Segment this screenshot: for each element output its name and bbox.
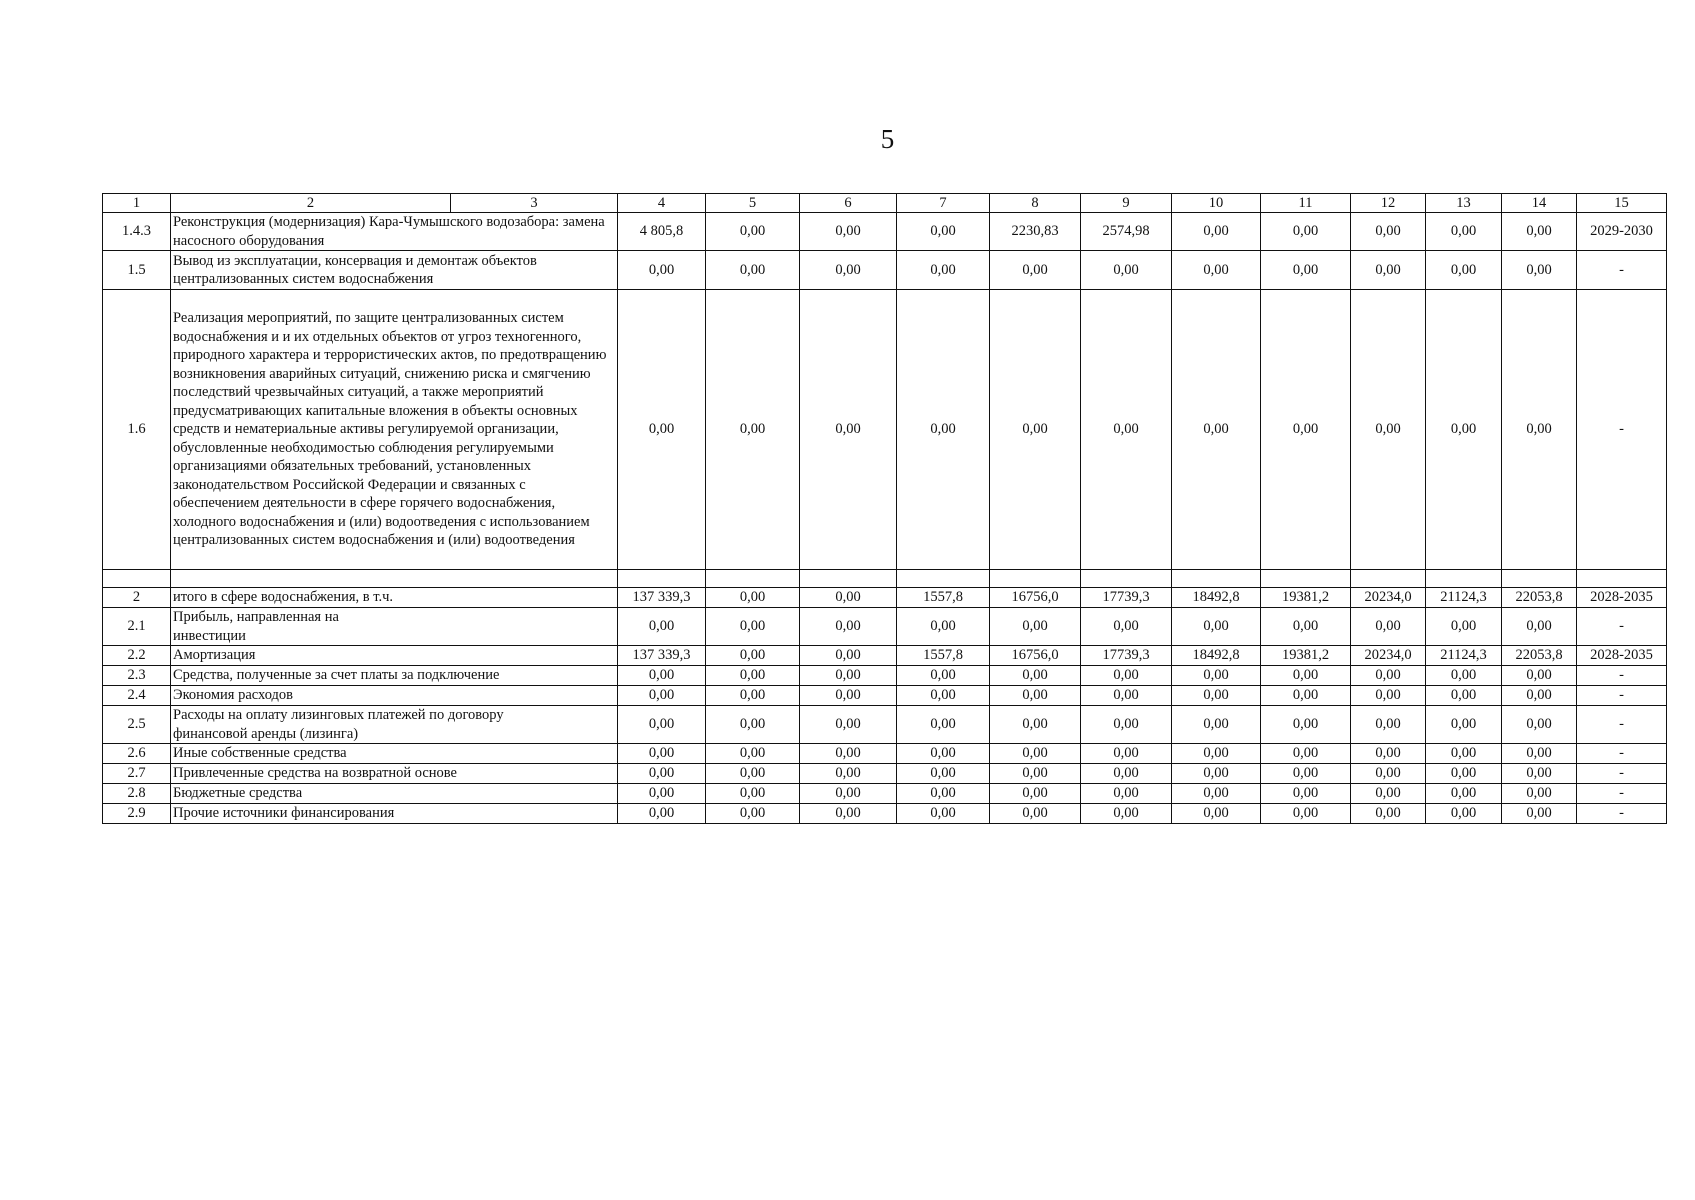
table-row (103, 646, 1667, 666)
value-cell: 0,00 (618, 804, 706, 824)
header-cell: 11 (1261, 194, 1351, 213)
value-cell: 0,00 (990, 686, 1081, 706)
value-cell: 0,00 (1261, 686, 1351, 706)
value-cell: 19381,2 (1261, 646, 1351, 666)
empty-cell (800, 570, 897, 588)
value-cell: 0,00 (1351, 764, 1426, 784)
value-cell: 0,00 (1426, 784, 1502, 804)
value-cell: 0,00 (1426, 764, 1502, 784)
value-cell: 0,00 (1351, 666, 1426, 686)
value-cell: 0,00 (800, 804, 897, 824)
value-cell: 0,00 (800, 686, 897, 706)
value-cell: 0,00 (1426, 744, 1502, 764)
row-description: Вывод из эксплуатации, консервация и демонтаж объектов централизованных систем водоснабжения (171, 251, 618, 290)
value-cell: 0,00 (990, 251, 1081, 290)
value-cell: 0,00 (1426, 213, 1502, 251)
value-cell: 0,00 (706, 666, 800, 686)
value-cell: 0,00 (1502, 290, 1577, 570)
value-cell: 2574,98 (1081, 213, 1172, 251)
value-cell: 0,00 (1172, 608, 1261, 646)
value-cell: 0,00 (1351, 744, 1426, 764)
header-cell: 4 (618, 194, 706, 213)
value-cell: 0,00 (1081, 608, 1172, 646)
period-cell: - (1577, 744, 1667, 764)
value-cell: 0,00 (897, 706, 990, 744)
row-number: 1.6 (103, 290, 171, 570)
value-cell: 0,00 (897, 784, 990, 804)
value-cell: 0,00 (800, 646, 897, 666)
value-cell: 0,00 (618, 251, 706, 290)
value-cell: 21124,3 (1426, 588, 1502, 608)
value-cell: 0,00 (1081, 706, 1172, 744)
empty-cell (706, 570, 800, 588)
value-cell: 0,00 (990, 804, 1081, 824)
value-cell: 0,00 (706, 784, 800, 804)
table-row (103, 290, 1667, 570)
value-cell: 0,00 (800, 666, 897, 686)
value-cell: 0,00 (800, 608, 897, 646)
table-row (103, 251, 1667, 290)
empty-row (103, 570, 1667, 588)
period-cell: 2029-2030 (1577, 213, 1667, 251)
empty-cell (1502, 570, 1577, 588)
value-cell: 0,00 (800, 784, 897, 804)
value-cell: 0,00 (897, 608, 990, 646)
financing-table (102, 193, 1667, 824)
header-cell: 13 (1426, 194, 1502, 213)
row-number: 2.6 (103, 744, 171, 764)
value-cell: 22053,8 (1502, 646, 1577, 666)
value-cell: 0,00 (1172, 251, 1261, 290)
value-cell: 0,00 (1081, 744, 1172, 764)
row-description: Амортизация (171, 646, 618, 666)
value-cell: 0,00 (1502, 686, 1577, 706)
value-cell: 0,00 (1426, 706, 1502, 744)
value-cell: 0,00 (618, 744, 706, 764)
value-cell: 137 339,3 (618, 646, 706, 666)
row-number: 1.4.3 (103, 213, 171, 251)
value-cell: 0,00 (1351, 608, 1426, 646)
value-cell: 0,00 (706, 764, 800, 784)
value-cell: 0,00 (1502, 764, 1577, 784)
table-row (103, 588, 1667, 608)
row-number: 2.4 (103, 686, 171, 706)
row-number: 2.2 (103, 646, 171, 666)
empty-cell (1426, 570, 1502, 588)
value-cell: 0,00 (706, 608, 800, 646)
empty-cell (1577, 570, 1667, 588)
table-row (103, 804, 1667, 824)
header-cell: 15 (1577, 194, 1667, 213)
value-cell: 21124,3 (1426, 646, 1502, 666)
row-description: Прочие источники финансирования (171, 804, 618, 824)
value-cell: 0,00 (990, 784, 1081, 804)
value-cell: 0,00 (1261, 666, 1351, 686)
value-cell: 0,00 (897, 251, 990, 290)
row-number: 2.8 (103, 784, 171, 804)
row-description: Иные собственные средства (171, 744, 618, 764)
value-cell: 0,00 (1172, 804, 1261, 824)
empty-cell (618, 570, 706, 588)
value-cell: 0,00 (800, 706, 897, 744)
value-cell: 0,00 (1081, 251, 1172, 290)
header-cell: 5 (706, 194, 800, 213)
value-cell: 0,00 (1502, 608, 1577, 646)
value-cell: 0,00 (1261, 784, 1351, 804)
period-cell: - (1577, 608, 1667, 646)
empty-cell (103, 570, 171, 588)
value-cell: 0,00 (1172, 784, 1261, 804)
row-description (171, 608, 618, 646)
header-cell: 14 (1502, 194, 1577, 213)
value-cell: 0,00 (800, 764, 897, 784)
row-description: итого в сфере водоснабжения, в т.ч. (171, 588, 618, 608)
row-number: 2 (103, 588, 171, 608)
header-cell: 9 (1081, 194, 1172, 213)
row-description: Привлеченные средства на возвратной основе (171, 764, 618, 784)
row-description-text: Расходы на оплату лизинговых платежей по договору финансовой аренды (лизинга) (173, 707, 504, 742)
value-cell: 0,00 (1351, 290, 1426, 570)
row-number: 2.7 (103, 764, 171, 784)
period-cell: - (1577, 686, 1667, 706)
empty-cell (1081, 570, 1172, 588)
value-cell: 0,00 (800, 251, 897, 290)
value-cell: 0,00 (618, 764, 706, 784)
value-cell: 0,00 (1261, 251, 1351, 290)
empty-cell (1261, 570, 1351, 588)
value-cell: 0,00 (1081, 666, 1172, 686)
value-cell: 0,00 (990, 290, 1081, 570)
value-cell: 0,00 (1502, 784, 1577, 804)
empty-cell (897, 570, 990, 588)
period-cell: - (1577, 784, 1667, 804)
row-description: Реконструкция (модернизация) Кара-Чумышского водозабора: замена насосного оборудования (171, 213, 618, 251)
value-cell: 0,00 (1502, 744, 1577, 764)
value-cell: 0,00 (1172, 706, 1261, 744)
period-cell: - (1577, 251, 1667, 290)
header-cell: 1 (103, 194, 171, 213)
value-cell: 0,00 (800, 744, 897, 764)
empty-cell (171, 570, 618, 588)
value-cell: 0,00 (706, 686, 800, 706)
value-cell: 16756,0 (990, 646, 1081, 666)
value-cell: 0,00 (618, 608, 706, 646)
value-cell: 0,00 (1172, 213, 1261, 251)
table-row (103, 744, 1667, 764)
value-cell: 0,00 (706, 213, 800, 251)
value-cell: 137 339,3 (618, 588, 706, 608)
row-description: Средства, полученные за счет платы за подключение (171, 666, 618, 686)
value-cell: 0,00 (1351, 251, 1426, 290)
value-cell: 0,00 (1426, 804, 1502, 824)
table-row (103, 706, 1667, 744)
table-row (103, 764, 1667, 784)
row-description: Бюджетные средства (171, 784, 618, 804)
table-row (103, 784, 1667, 804)
period-cell: - (1577, 290, 1667, 570)
period-cell: 2028-2035 (1577, 588, 1667, 608)
value-cell: 0,00 (1426, 686, 1502, 706)
value-cell: 0,00 (1081, 686, 1172, 706)
row-number: 2.5 (103, 706, 171, 744)
value-cell: 19381,2 (1261, 588, 1351, 608)
value-cell: 0,00 (1172, 290, 1261, 570)
value-cell: 0,00 (1426, 666, 1502, 686)
value-cell: 0,00 (706, 706, 800, 744)
value-cell: 0,00 (618, 666, 706, 686)
value-cell: 0,00 (897, 804, 990, 824)
table-row (103, 666, 1667, 686)
value-cell: 0,00 (800, 213, 897, 251)
value-cell: 0,00 (1261, 608, 1351, 646)
value-cell: 0,00 (706, 588, 800, 608)
value-cell: 17739,3 (1081, 588, 1172, 608)
value-cell: 0,00 (1351, 686, 1426, 706)
value-cell: 0,00 (1261, 804, 1351, 824)
value-cell: 0,00 (1081, 784, 1172, 804)
value-cell: 0,00 (618, 290, 706, 570)
row-description-text: Прибыль, направленная на инвестиции (173, 609, 339, 644)
value-cell: 1557,8 (897, 588, 990, 608)
value-cell: 0,00 (1081, 804, 1172, 824)
period-cell: 2028-2035 (1577, 646, 1667, 666)
value-cell: 0,00 (800, 290, 897, 570)
value-cell: 16756,0 (990, 588, 1081, 608)
value-cell: 4 805,8 (618, 213, 706, 251)
value-cell: 0,00 (618, 706, 706, 744)
value-cell: 1557,8 (897, 646, 990, 666)
value-cell: 20234,0 (1351, 646, 1426, 666)
row-description: Реализация мероприятий, по защите централизованных систем водоснабжения и и их отдельных объектов от угроз техногенного, природного характера и террористических актов, по предотвращению возникновения аварийных ситуаций, снижению риска и смягчению последствий чрезвычайных ситуаций, а также мероприятий предусматривающих капитальные вложения в объекты основных средств и нематериальные активы регулируемой организации, обусловленные необходимостью соблюдения регулируемыми организациями обязательных требований, установленных законодательством Российской Федерации и связанных с обеспечением деятельности в сфере горячего водоснабжения, холодного водоснабжения и (или) водоотведения с использованием централизованных систем водоснабжения и (или) водоотведения (171, 290, 618, 570)
value-cell: 0,00 (1261, 290, 1351, 570)
empty-cell (1351, 570, 1426, 588)
value-cell: 0,00 (990, 666, 1081, 686)
value-cell: 0,00 (1081, 290, 1172, 570)
value-cell: 18492,8 (1172, 646, 1261, 666)
header-cell: 2 (171, 194, 451, 213)
row-number: 2.9 (103, 804, 171, 824)
value-cell: 0,00 (1502, 251, 1577, 290)
header-cell: 12 (1351, 194, 1426, 213)
value-cell: 0,00 (897, 213, 990, 251)
empty-cell (1172, 570, 1261, 588)
header-cell: 6 (800, 194, 897, 213)
value-cell: 0,00 (897, 666, 990, 686)
table-row (103, 608, 1667, 646)
header-cell: 7 (897, 194, 990, 213)
header-cell: 8 (990, 194, 1081, 213)
value-cell: 0,00 (1261, 706, 1351, 744)
value-cell: 18492,8 (1172, 588, 1261, 608)
value-cell: 0,00 (1502, 804, 1577, 824)
value-cell: 0,00 (1426, 608, 1502, 646)
value-cell: 0,00 (897, 744, 990, 764)
value-cell: 0,00 (618, 784, 706, 804)
header-cell: 3 (451, 194, 618, 213)
period-cell: - (1577, 666, 1667, 686)
value-cell: 0,00 (1502, 666, 1577, 686)
value-cell: 0,00 (990, 608, 1081, 646)
value-cell: 0,00 (1172, 686, 1261, 706)
value-cell: 22053,8 (1502, 588, 1577, 608)
table-row (103, 686, 1667, 706)
value-cell: 0,00 (706, 804, 800, 824)
value-cell: 0,00 (1426, 290, 1502, 570)
value-cell: 0,00 (1261, 744, 1351, 764)
value-cell: 0,00 (706, 290, 800, 570)
value-cell: 0,00 (706, 251, 800, 290)
period-cell: - (1577, 706, 1667, 744)
value-cell: 0,00 (1261, 764, 1351, 784)
header-row (103, 194, 1667, 213)
value-cell: 0,00 (1351, 706, 1426, 744)
value-cell: 0,00 (706, 744, 800, 764)
value-cell: 0,00 (1172, 744, 1261, 764)
row-description: Экономия расходов (171, 686, 618, 706)
header-cell: 10 (1172, 194, 1261, 213)
value-cell: 0,00 (1172, 764, 1261, 784)
value-cell: 2230,83 (990, 213, 1081, 251)
empty-cell (990, 570, 1081, 588)
value-cell: 0,00 (1081, 764, 1172, 784)
period-cell: - (1577, 764, 1667, 784)
value-cell: 17739,3 (1081, 646, 1172, 666)
row-number: 1.5 (103, 251, 171, 290)
value-cell: 0,00 (897, 764, 990, 784)
value-cell: 0,00 (1351, 804, 1426, 824)
row-number: 2.3 (103, 666, 171, 686)
value-cell: 20234,0 (1351, 588, 1426, 608)
value-cell: 0,00 (990, 744, 1081, 764)
value-cell: 0,00 (1261, 213, 1351, 251)
row-description (171, 706, 618, 744)
value-cell: 0,00 (1172, 666, 1261, 686)
value-cell: 0,00 (706, 646, 800, 666)
value-cell: 0,00 (1426, 251, 1502, 290)
value-cell: 0,00 (1502, 213, 1577, 251)
value-cell: 0,00 (897, 686, 990, 706)
table-row (103, 213, 1667, 251)
page-number: 5 (880, 124, 895, 154)
value-cell: 0,00 (897, 290, 990, 570)
value-cell: 0,00 (800, 588, 897, 608)
value-cell: 0,00 (1351, 213, 1426, 251)
row-number: 2.1 (103, 608, 171, 646)
value-cell: 0,00 (618, 686, 706, 706)
period-cell: - (1577, 804, 1667, 824)
value-cell: 0,00 (1502, 706, 1577, 744)
value-cell: 0,00 (990, 764, 1081, 784)
value-cell: 0,00 (1351, 784, 1426, 804)
value-cell: 0,00 (990, 706, 1081, 744)
